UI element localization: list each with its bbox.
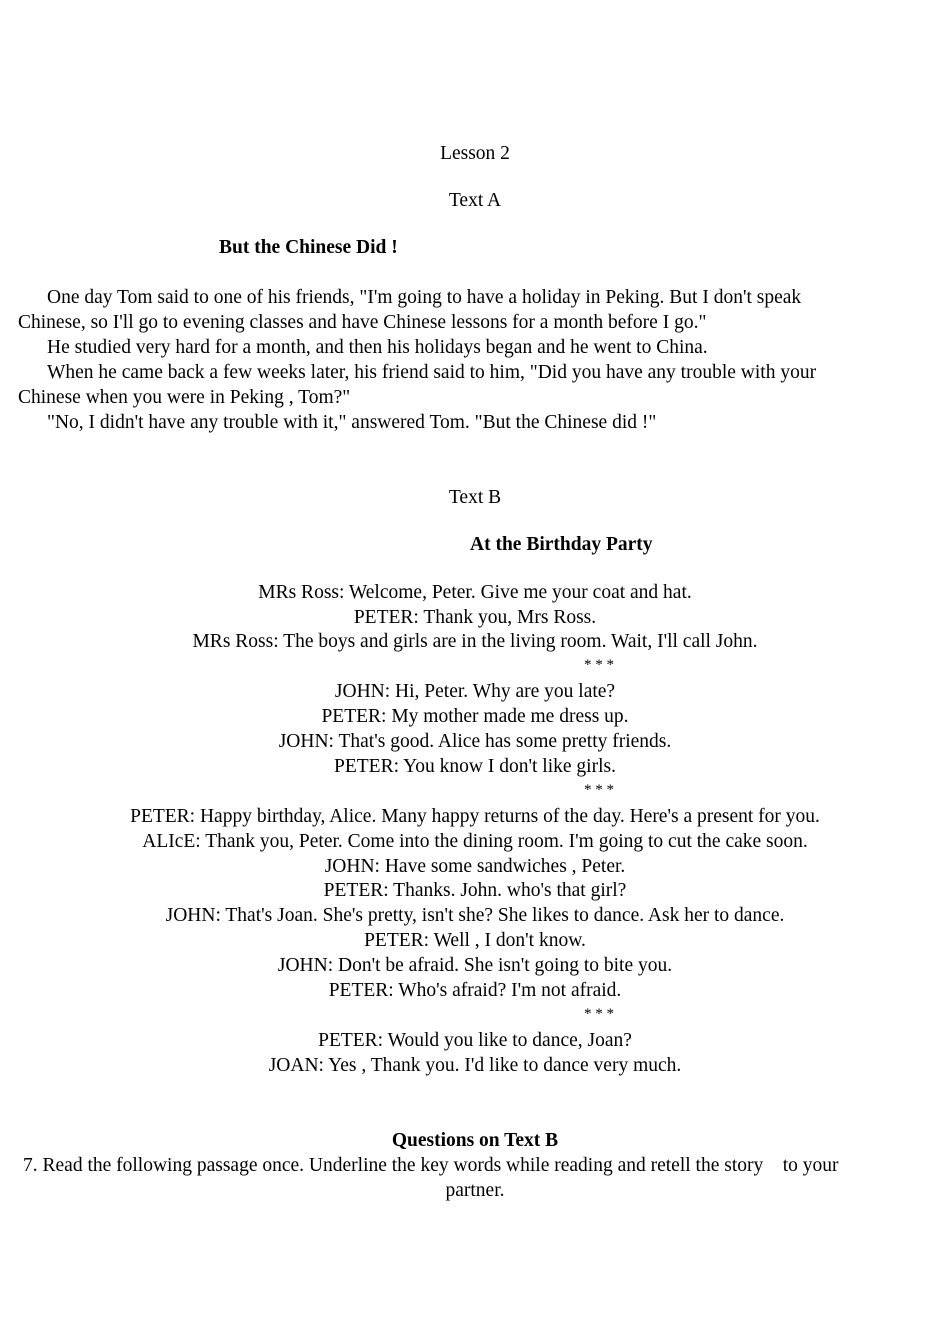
dialogue-line: JOHN: That's good. Alice has some pretty friends. [278,731,672,752]
text-a-heading: Text A [448,190,502,211]
text-a-paragraph-1-line-2: Chinese, so I'll go to evening classes and have Chinese lessons for a month before I go." [18,312,707,333]
dialogue-line: PETER: My mother made me dress up. [321,706,629,727]
dialogue-line: JOAN: Yes , Thank you. I'd like to dance very much. [268,1055,682,1076]
dialogue-line: PETER: Happy birthday, Alice. Many happy returns of the day. Here's a present for you. [130,806,820,827]
scene-separator: * * * [584,782,614,798]
dialogue-line: ALIcE: Thank you, Peter. Come into the dining room. I'm going to cut the cake soon. [142,831,808,852]
dialogue-line: PETER: Well , I don't know. [364,930,586,951]
dialogue-line: JOHN: That's Joan. She's pretty, isn't she? She likes to dance. Ask her to dance. [165,905,785,926]
dialogue-line: JOHN: Don't be afraid. She isn't going to bite you. [277,955,673,976]
scene-separator: * * * [584,1006,614,1022]
dialogue-line: JOHN: Have some sandwiches , Peter. [324,856,626,877]
dialogue-line: MRs Ross: Welcome, Peter. Give me your coat and hat. [258,582,692,603]
questions-instruction-line-2: partner. [445,1180,505,1201]
dialogue-line: PETER: Thanks. John. who's that girl? [323,880,627,901]
dialogue-line: PETER: Would you like to dance, Joan? [318,1030,632,1051]
dialogue-line: PETER: You know I don't like girls. [334,756,616,777]
questions-instruction-line-1: 7. Read the following passage once. Underline the key words while reading and retell the story to your [23,1155,839,1176]
text-a-paragraph-2: He studied very hard for a month, and then his holidays began and he went to China. [47,337,708,358]
text-b-title: At the Birthday Party [470,534,653,555]
text-a-title: But the Chinese Did ! [219,237,398,258]
text-a-paragraph-1-line-1: One day Tom said to one of his friends, "I'm going to have a holiday in Peking. But I don't speak [47,287,802,308]
text-a-paragraph-4: "No, I didn't have any trouble with it," answered Tom. "But the Chinese did !" [47,412,657,433]
text-a-paragraph-3-line-2: Chinese when you were in Peking , Tom?" [18,387,351,408]
dialogue-line: PETER: Who's afraid? I'm not afraid. [328,980,622,1001]
text-a-paragraph-3-line-1: When he came back a few weeks later, his friend said to him, "Did you have any trouble with your [47,362,817,383]
questions-heading: Questions on Text B [391,1130,559,1151]
dialogue-line: MRs Ross: The boys and girls are in the living room. Wait, I'll call John. [192,631,758,652]
lesson-title: Lesson 2 [440,143,510,164]
text-b-heading: Text B [448,487,502,508]
dialogue-line: JOHN: Hi, Peter. Why are you late? [334,681,616,702]
scene-separator: * * * [584,657,614,673]
dialogue-line: PETER: Thank you, Mrs Ross. [353,607,597,628]
